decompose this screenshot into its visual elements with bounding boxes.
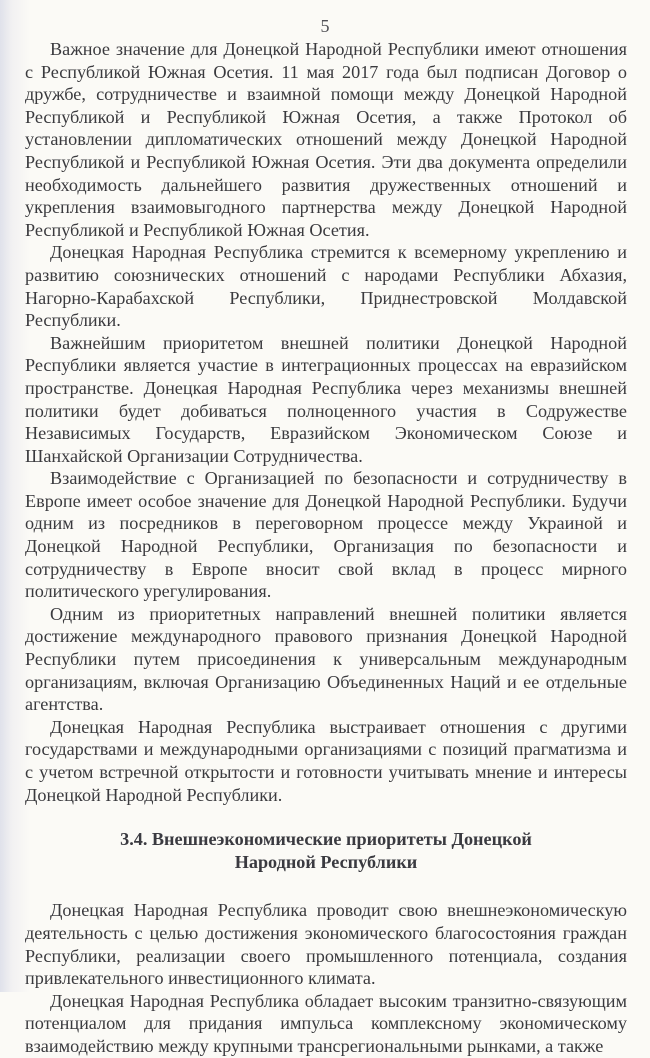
paragraph-allied-relations: Донецкая Народная Республика стремится к всемерному укреплению и развитию союзнических отношений с народами Республики Абхазия, Нагорно-Карабахской Республики, Приднестровской Молдавской Республики.	[25, 242, 627, 331]
paragraph-foreign-economic-activity: Донецкая Народная Республика проводит свою внешнеэкономическую деятельность с целью достижения экономического благосостояния граждан Республики, реализации своего промышленного потенциала, создания привлекательного инвестиционного климата.	[25, 900, 627, 989]
paragraph-eurasian-integration: Важнейшим приоритетом внешней политики Донецкой Народной Республики является участие в интеграционных процессах на евразийском пространстве. Донецкая Народная Республика через механизмы внешней политики будет добиваться полноценного участия в Содружестве Независимых Государств, Евразийском Экономическом Союзе и Шанхайской Организации Сотрудничества.	[25, 332, 627, 466]
paragraph-transit-potential: Донецкая Народная Республика обладает высоким транзитно-связующим потенциалом для придания импульса комплексному экономическому взаимодействию между крупными трансрегиональными рынками, а также	[25, 990, 627, 1056]
document-body	[25, 38, 627, 1058]
paragraph-osce: Взаимодействие с Организацией по безопасности и сотрудничеству в Европе имеет особое значение для Донецкой Народной Республики. Будучи одним из посредников в переговорном процессе между Украиной и Донецкой Народной Республики, Организация по безопасности и сотрудничеству в Европе вносит свой вклад в процесс мирного политического урегулирования.	[25, 468, 627, 602]
page-number: 5	[320, 16, 330, 36]
paragraph-international-recognition: Одним из приоритетных направлений внешней политики является достижение международного правового признания Донецкой Народной Республики путем присоединения к универсальным международным организациям, включая Организацию Объединенных Наций и ее отдельные агентства.	[25, 603, 627, 715]
paragraph-south-ossetia: Важное значение для Донецкой Народной Республики имеют отношения с Республикой Южная Осетия. 11 мая 2017 года был подписан Договор о дружбе, сотрудничестве и взаимной помощи между Донецкой Народной Республикой и Республикой Южная Осетия, а также Протокол об установлении дипломатических отношений между Донецкой Народной Республикой и Республикой Южная Осетия. Эти два документа определили необходимость дальнейшего развития дружественных отношений и укрепления взаимовыгодного партнерства между Донецкой Народной Республикой и Республикой Южная Осетия.	[25, 39, 627, 240]
section-heading: 3.4. Внешнеэкономические приоритеты Донецкой Народной Республики	[120, 829, 532, 872]
paragraph-pragmatism: Донецкая Народная Республика выстраивает отношения с другими государствами и международными организациями с позиций прагматизма и с учетом встречной открытости и готовности учитывать мнение и интересы Донецкой Народной Республики.	[25, 716, 627, 805]
